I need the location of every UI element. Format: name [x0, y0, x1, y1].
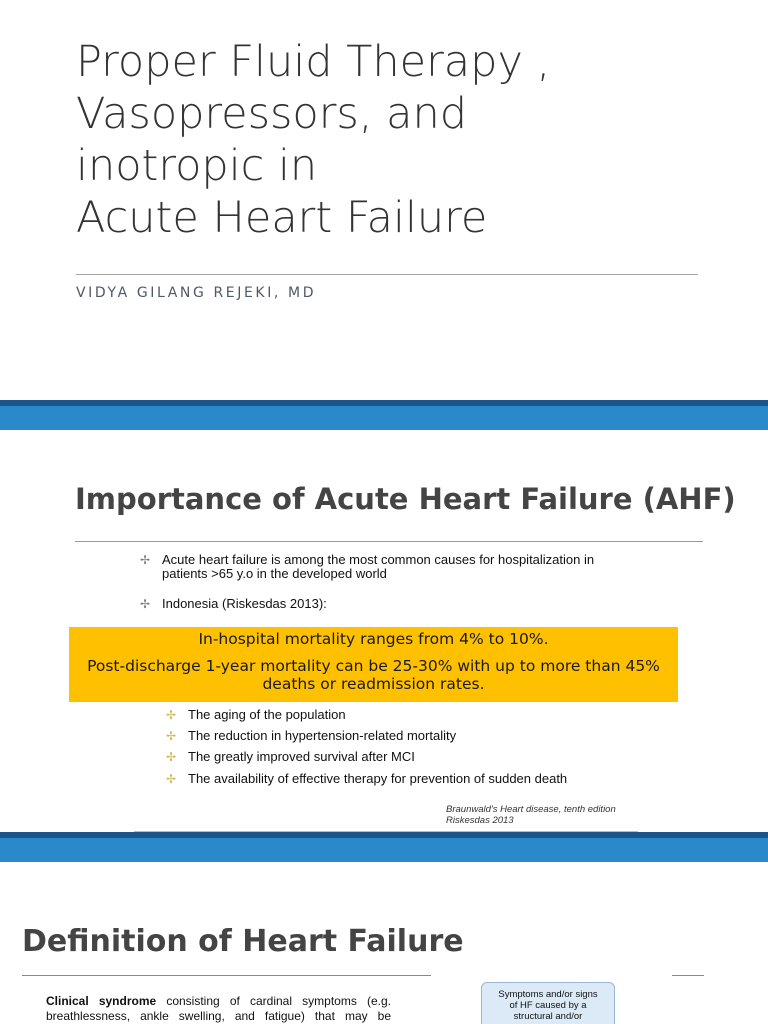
- slide-title: Definition of Heart Failure: [22, 924, 464, 959]
- definition-callout-box: Symptoms and/or signs of HF caused by a structural and/or: [481, 982, 615, 1024]
- bullet-icon: ✢: [140, 553, 151, 567]
- title-line: Vasopressors, and: [76, 89, 468, 139]
- bullet-text: The reduction in hypertension-related mortality: [188, 728, 457, 743]
- definition-text: Clinical syndrome consisting of cardinal symptoms (e.g. breathlessness, ankle swelling, and fatigue) that may be: [46, 994, 391, 1023]
- slide-title: Importance of Acute Heart Failure (AHF): [75, 482, 736, 516]
- title-line: Acute Heart Failure: [76, 193, 488, 243]
- slide-separator-band: [0, 838, 768, 862]
- title-slide: [0, 0, 768, 400]
- definition-bold: Clinical syndrome: [46, 994, 157, 1008]
- bullet-icon: ✢: [166, 772, 177, 786]
- bullet-icon: ✢: [166, 708, 177, 722]
- bullet-text: The availability of effective therapy for prevention of sudden death: [188, 771, 568, 786]
- sub-bullet-item: [166, 750, 646, 765]
- sub-bullet-item: [166, 708, 646, 723]
- title-divider: [76, 274, 698, 275]
- presenter-name: VIDYA GILANG REJEKI, MD: [76, 285, 317, 301]
- highlight-line: In-hospital mortality ranges from 4% to 10%.: [198, 630, 549, 648]
- bullet-text: Indonesia (Riskesdas 2013):: [162, 596, 327, 611]
- bullet-text: The greatly improved survival after MCI: [188, 749, 415, 764]
- title-divider: [22, 975, 431, 976]
- title-divider: [75, 541, 703, 542]
- title-line: inotropic in: [76, 141, 318, 191]
- sub-bullet-item: [166, 772, 646, 787]
- citation-line: Braunwald's Heart disease, tenth edition: [446, 804, 616, 815]
- bullet-icon: ✢: [166, 729, 177, 743]
- bullet-item: [140, 553, 660, 581]
- presentation-title: [76, 36, 716, 244]
- definition-slide: [0, 864, 768, 1024]
- sub-bullet-item: [166, 729, 646, 744]
- title-divider: [672, 975, 704, 976]
- citation: [446, 804, 616, 826]
- highlight-line: Post-discharge 1-year mortality can be 25-30% with up to more than 45% deaths or readmission rates.: [87, 657, 660, 693]
- title-line: Proper Fluid Therapy ,: [76, 37, 551, 87]
- mortality-highlight-box: [69, 627, 678, 702]
- importance-slide: [0, 432, 768, 832]
- bullet-icon: ✢: [140, 597, 151, 611]
- slide-separator-band: [0, 406, 768, 430]
- bullet-item: [140, 597, 540, 612]
- bullet-text: Acute heart failure is among the most common causes for hospitalization in patients >65 y.o in the developed world: [162, 552, 595, 581]
- bullet-icon: ✢: [166, 750, 177, 764]
- citation-line: Riskesdas 2013: [446, 815, 514, 826]
- bullet-text: The aging of the population: [188, 707, 346, 722]
